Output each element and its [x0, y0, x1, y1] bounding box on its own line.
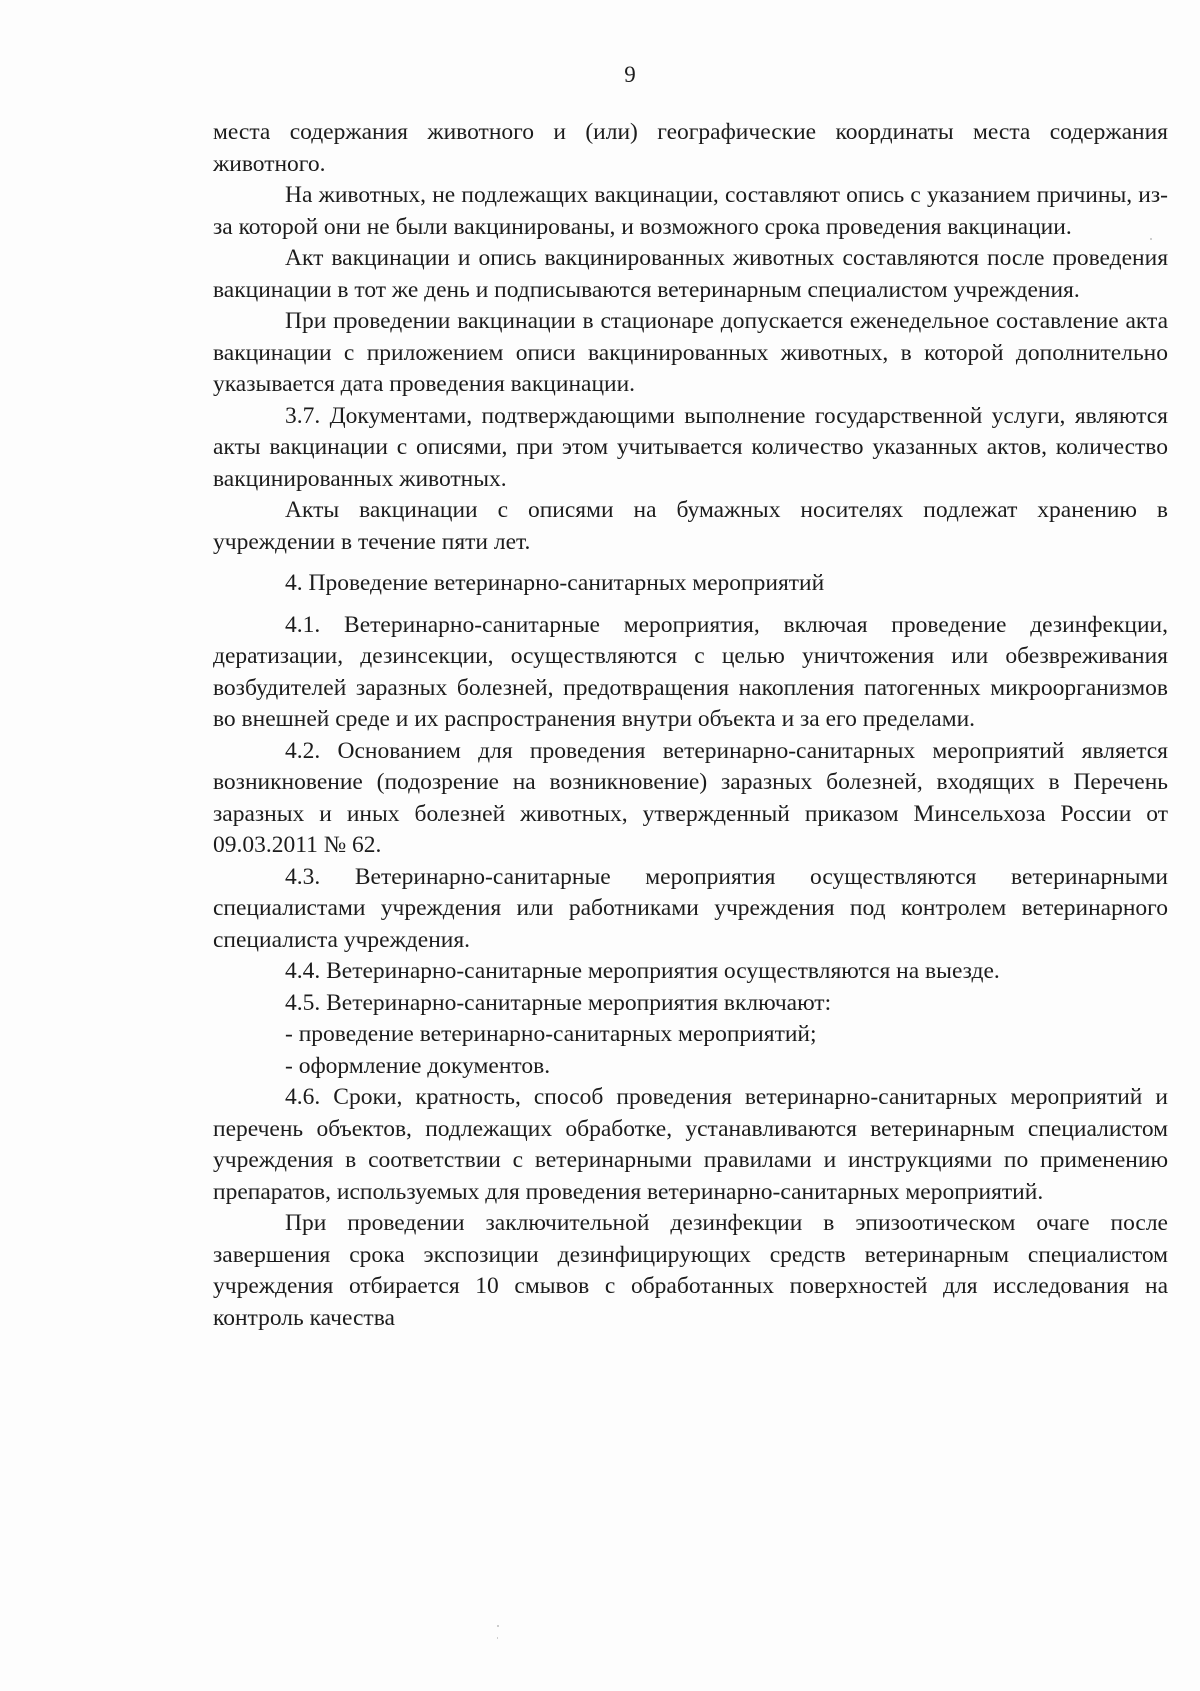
paragraph-4-1: 4.1. Ветеринарно-санитарные мероприятия, включая проведение дезинфекции, дератизации, дезинсекции, осуществляются с целью уничтожения или обезвреживания возбудителей заразных болезней, предотвращения накопления патогенных микроорганизмов во внешней среде и их распространения внутри объекта и за его пределами. — [213, 611, 1168, 732]
paragraph: При проведении вакцинации в стационаре допускается еженедельное составление акта вакцинации с приложением описи вакцинированных животных, в которой дополнительно указывается дата проведения вакцинации. — [213, 308, 1168, 397]
paragraph: Акт вакцинации и опись вакцинированных животных составляются после проведения вакцинации в тот же день и подписываются ветеринарным специалистом учреждения. — [213, 245, 1168, 303]
paragraph: Акты вакцинации с описями на бумажных носителях подлежат хранению в учреждении в течение пяти лет. — [213, 497, 1168, 555]
paragraph-3-7: 3.7. Документами, подтверждающими выполнение государственной услуги, являются акты вакцинации с описями, при этом учитывается количество указанных актов, количество вакцинированных животных. — [213, 402, 1168, 492]
paragraph-continuation: места содержания животного и (или) географические координаты места содержания животного. — [213, 119, 1168, 177]
paragraph-4-6: 4.6. Сроки, кратность, способ проведения ветеринарно-санитарных мероприятий и перечень объектов, подлежащих обработке, устанавливаются ветеринарным специалистом учреждения в соответствии с ветеринарными правилами и инструкциями по применению препаратов, используемых для проведения ветеринарно-санитарных мероприятий. — [213, 1084, 1168, 1205]
list-item: - оформление документов. — [285, 1052, 551, 1079]
paragraph: При проведении заключительной дезинфекции в эпизоотическом очаге после завершения срока экспозиции дезинфицирующих средств ветеринарным специалистом учреждения отбирается 10 смывов с обработанных поверхностей для исследования на контроль качества — [213, 1210, 1168, 1331]
paragraph-4-4: 4.4. Ветеринарно-санитарные мероприятия осуществляются на выезде. — [285, 958, 1000, 984]
scan-speck — [1150, 238, 1152, 240]
document-body — [213, 117, 1168, 1334]
list-item: - проведение ветеринарно-санитарных мероприятий; — [285, 1021, 817, 1047]
paragraph-4-5: 4.5. Ветеринарно-санитарные мероприятия включают: — [285, 989, 832, 1016]
paragraph-4-3: 4.3. Ветеринарно-санитарные мероприятия осуществляются ветеринарными специалистами учреждения или работниками учреждения под контролем ветеринарного специалиста учреждения. — [213, 863, 1168, 953]
paragraph: На животных, не подлежащих вакцинации, составляют опись с указанием причины, из-за которой они не были вакцинированы, и возможного срока проведения вакцинации. — [213, 182, 1168, 240]
page-number: 9 — [624, 62, 636, 87]
scan-speck — [497, 1625, 499, 1627]
paragraph-4-2: 4.2. Основанием для проведения ветеринарно-санитарных мероприятий является возникновение (подозрение на возникновение) заразных болезней, входящих в Перечень заразных и иных болезней животных, утвержденный приказом Минсельхоза России от 09.03.2011 № 62. — [213, 737, 1168, 858]
scan-speck — [497, 1637, 498, 1639]
section-heading-4: 4. Проведение ветеринарно-санитарных мероприятий — [285, 570, 825, 596]
